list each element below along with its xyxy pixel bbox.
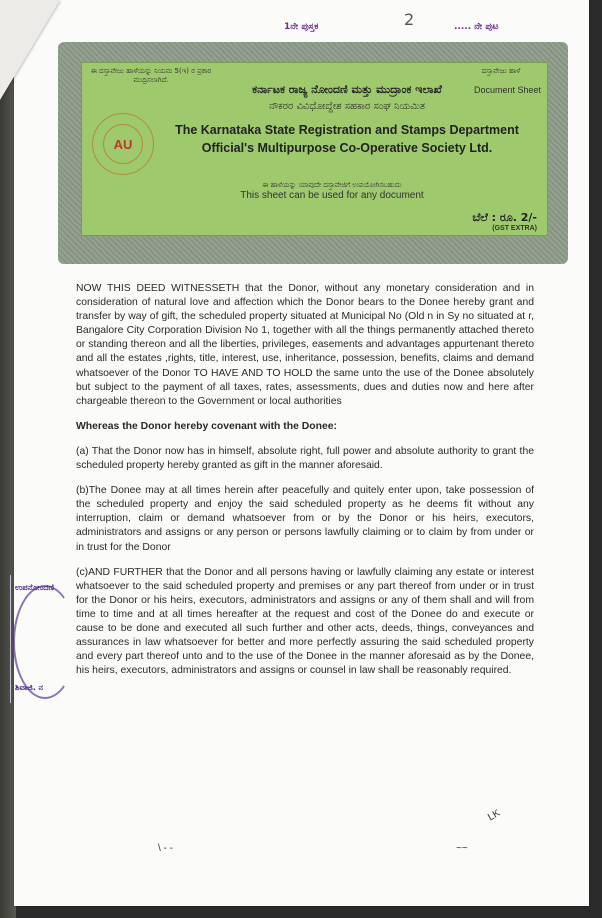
clause-b: (b)The Donee may at all times herein after peacefully and quitely enter upon, take possession of the scheduled property and enjoy the said scheduled property as he deems fit without any interruption, claim or demand whatsoever from or by the Donor or his heirs, executors, administrators and assigns or any person or persons lawfully claiming or to claim by from under or in trust for the Donor <box>76 485 534 553</box>
register-line <box>184 10 504 36</box>
kannada-society-title: ನೌಕರರ ವಿವಿಧೋದ್ದೇಶ ಸಹಕಾರ ಸಂಘ ನಿಯಮಿತ <box>268 101 426 112</box>
book-number-label: 1ನೇ ಪುಸ್ತಕ <box>284 22 319 32</box>
witnesseth-paragraph: NOW THIS DEED WITNESSETH that the Donor, without any monetary consideration and in consideration of natural love and affection which the Donor bears to the Donee hereby grant and transfer by way of gift, the scheduled property situated at Municipal No (Old n in Sy no situated at r, Bangalore City Corporation Division No 1, together with all the things permanently attached thereto or standing thereon and all the liberties, privileges, easements and advantages appurtenant thereto and all the estates ,rights, title, interest, use, inheritance, possession, benefits, claims and demand whatsoever of the Donor TO HAVE AND TO HOLD the same unto the use of the Donee absolutely but subject to the payment of all taxes, rates, assessments, dues and duties now and here after chargeable thereon to the Government or local authorities <box>76 283 534 407</box>
clause-a: (a) That the Donor now has in himself, absolute right, full power and absolute authority to grant the scheduled property hereby granted as gift in the manner aforesaid. <box>76 445 534 472</box>
price-label: ಬೆಲೆ : ರೂ. 2/- <box>472 211 537 224</box>
stamp-paper-field <box>81 62 548 236</box>
seal-bottom-text: ಶಿವಾಜಿ. ನ <box>15 683 43 692</box>
seal-text: AU <box>113 137 133 152</box>
registrar-seal-stamp <box>10 575 59 703</box>
society-title: Official's Multipurpose Co-Operative Society Ltd. <box>201 141 493 155</box>
gst-label: (GST EXTRA) <box>492 225 537 232</box>
page-number-label: ..... ನೇ ಪುಟ <box>454 22 499 32</box>
signature-scribble-left: \ - - <box>158 843 173 854</box>
folded-corner <box>0 0 60 100</box>
clause-c: (c)AND FURTHER that the Donor and all persons having or lawfully claiming any estate or interest whatsoever to the said scheduled property and premises or any part thereof from under or in trust for the Donor or his heirs, executors, administrators and assigns or any of them shall and will from time to time and at all times hereafter at the request and cost of the Donee do and execute or cause to be done and executed all such further and other acts, deeds, things, conveyances and assurances in law whatsoever for better and more perfectly assuring the said scheduled property and every part thereof unto and to the use of the Donee in the manner aforesaid as by the Donee, his heirs, executors, administrators and assigns or counsel in law shall be reasonably required. <box>76 566 534 677</box>
covenant-heading: Whereas the Donor hereby covenant with the Donee: <box>76 420 337 432</box>
department-title: The Karnataka State Registration and Stamps Department <box>175 123 519 137</box>
deed-body <box>76 282 534 689</box>
kannada-rule-note: ಈ ದಸ್ತಾವೇಜು ಹಾಳೆಯನ್ನು ನಿಯಮ 5(ಇ) ರ ಪ್ರಕಾರ ಮುದ್ರಿಸಲಾಗಿದೆ. <box>90 67 212 84</box>
document-sheet-label: Document Sheet <box>473 85 541 95</box>
kannada-usage-note: ಈ ಹಾಳೆಯನ್ನು ಯಾವುದೇ ದಸ್ತಾವೇಜಿಗೆ ಉಪಯೋಗಿಸಬಹುದು <box>262 181 402 189</box>
handwritten-mark: 2 <box>404 10 415 29</box>
seal-top-text: ಉಪನೋಂದಣಿ <box>15 583 55 592</box>
seal-inner-ring <box>103 124 143 164</box>
initials-mark: LK <box>486 807 503 824</box>
kannada-department-title: ಕರ್ನಾಟಕ ರಾಜ್ಯ ನೋಂದಣಿ ಮತ್ತು ಮುದ್ರಾಂಕ ಇಲಾಖೆ <box>252 83 442 96</box>
usage-note: This sheet can be used for any document <box>240 190 424 201</box>
kannada-document-sheet: ದಸ್ತಾವೇಜು ಹಾಳೆ <box>481 67 521 75</box>
seal-arc-icon <box>13 585 77 699</box>
stamp-paper-header <box>58 42 568 264</box>
signature-scribble-right: ~~ <box>456 843 468 854</box>
society-seal-icon <box>92 113 154 175</box>
